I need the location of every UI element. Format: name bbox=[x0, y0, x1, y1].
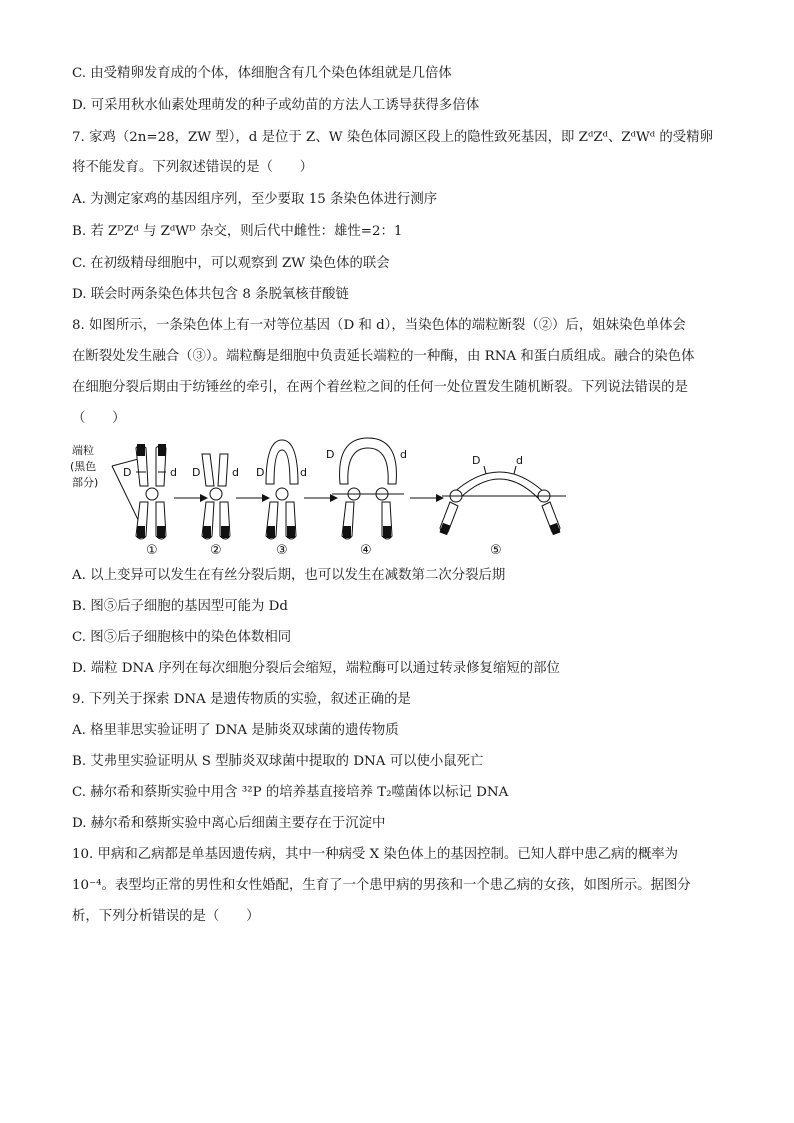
gene-D-label: D bbox=[256, 466, 265, 479]
text-line: C. 在初级精母细胞中，可以观察到 ZW 染色体的联会 bbox=[72, 256, 390, 271]
text-line: C. 赫尔希和蔡斯实验中用含 ³²P 的培养基直接培养 T₂噬菌体以标记 DNA bbox=[72, 785, 509, 800]
stage-number: ① bbox=[146, 543, 158, 558]
text-line: C. 由受精卵发育成的个体，体细胞含有几个染色体组就是几倍体 bbox=[72, 66, 452, 81]
stage-number: ② bbox=[210, 543, 222, 558]
gene-d-label: d bbox=[232, 466, 239, 479]
stage-4-chromosome bbox=[326, 438, 407, 539]
text-line: B. 艾弗里实验证明从 S 型肺炎双球菌中提取的 DNA 可以使小鼠死亡 bbox=[72, 754, 484, 769]
gene-d-label: d bbox=[400, 448, 407, 461]
text-line: D. 赫尔希和蔡斯实验中离心后细菌主要存在于沉淀中 bbox=[72, 816, 386, 831]
arrow-head bbox=[200, 494, 208, 502]
text-line: 8. 如图所示，一条染色体上有一对等位基因（D 和 d），当染色体的端粒断裂（②）后，姐妹染色单体会 bbox=[72, 318, 686, 333]
text-line: 在断裂处发生融合（③）。端粒酶是细胞中负责延长端粒的一种酶，由 RNA 和蛋白质组成。融合的染色体 bbox=[72, 349, 695, 364]
gene-D-label: D bbox=[326, 448, 335, 461]
stage-3-chromosome bbox=[256, 440, 307, 539]
text-line: B. 若 ZᴰZᵈ 与 ZᵈWᴰ 杂交，则后代中雌性：雄性=2：1 bbox=[72, 224, 403, 239]
text-line: 在细胞分裂后期由于纺锤丝的牵引，在两个着丝粒之间的任何一处位置发生随机断裂。下列说法错误的是 bbox=[72, 380, 688, 395]
stage-number: ③ bbox=[276, 543, 288, 558]
text-line: （ ） bbox=[72, 411, 126, 426]
arrow-head bbox=[436, 494, 444, 502]
text-line: 10⁻⁴。表型均正常的男性和女性婚配，生育了一个患甲病的男孩和一个患乙病的女孩，如图所示。据图分 bbox=[72, 878, 691, 893]
text-line: A. 为测定家鸡的基因组序列，至少要取 15 条染色体进行测序 bbox=[72, 192, 438, 207]
text-line: 将不能发育。下列叙述错误的是（ ） bbox=[72, 160, 314, 175]
stage-number: ④ bbox=[360, 543, 372, 558]
text-line: A. 格里菲思实验证明了 DNA 是肺炎双球菌的遗传物质 bbox=[72, 723, 399, 738]
gene-D-label: D bbox=[192, 466, 201, 479]
stage-1-chromosome bbox=[123, 444, 177, 539]
arrow-head bbox=[262, 494, 270, 502]
telomere-label: (黑色 bbox=[70, 460, 97, 473]
chromosome-figure bbox=[70, 428, 590, 558]
text-line: A. 以上变异可以发生在有丝分裂后期，也可以发生在减数第二次分裂后期 bbox=[72, 568, 506, 583]
gene-d-label: d bbox=[170, 466, 177, 479]
text-line: C. 图⑤后子细胞核中的染色体数相同 bbox=[72, 630, 292, 645]
gene-D-label: D bbox=[123, 466, 132, 479]
gene-d-label: d bbox=[300, 466, 307, 479]
arrow-head bbox=[330, 494, 338, 502]
text-line: 9. 下列关于探索 DNA 是遗传物质的实验，叙述正确的是 bbox=[72, 692, 411, 707]
gene-D-label: D bbox=[472, 454, 481, 467]
telomere-label: 端粒 bbox=[72, 444, 94, 457]
text-line: D. 联会时两条染色体共包含 8 条脱氧核苷酸链 bbox=[72, 287, 349, 302]
gene-d-label: d bbox=[516, 454, 523, 467]
text-line: B. 图⑤后子细胞的基因型可能为 Dd bbox=[72, 599, 288, 614]
text-line: 10. 甲病和乙病都是单基因遗传病，其中一种病受 X 染色体上的基因控制。已知人群中患乙病的概率为 bbox=[72, 847, 679, 862]
text-line: 析，下列分析错误的是（ ） bbox=[72, 909, 260, 924]
text-line: D. 可采用秋水仙素处理萌发的种子或幼苗的方法人工诱导获得多倍体 bbox=[72, 98, 480, 113]
stage-2-chromosome bbox=[192, 454, 239, 539]
telomere-label: 部分) bbox=[72, 476, 99, 489]
text-line: D. 端粒 DNA 序列在每次细胞分裂后会缩短，端粒酶可以通过转录修复缩短的部位 bbox=[72, 661, 560, 676]
stage-number: ⑤ bbox=[490, 543, 502, 558]
text-line: 7. 家鸡（2n=28，ZW 型），d 是位于 Z、W 染色体同源区段上的隐性致死基因，即 ZᵈZᵈ、ZᵈWᵈ 的受精卵 bbox=[72, 130, 713, 145]
stage-5-chromosome bbox=[440, 454, 566, 535]
